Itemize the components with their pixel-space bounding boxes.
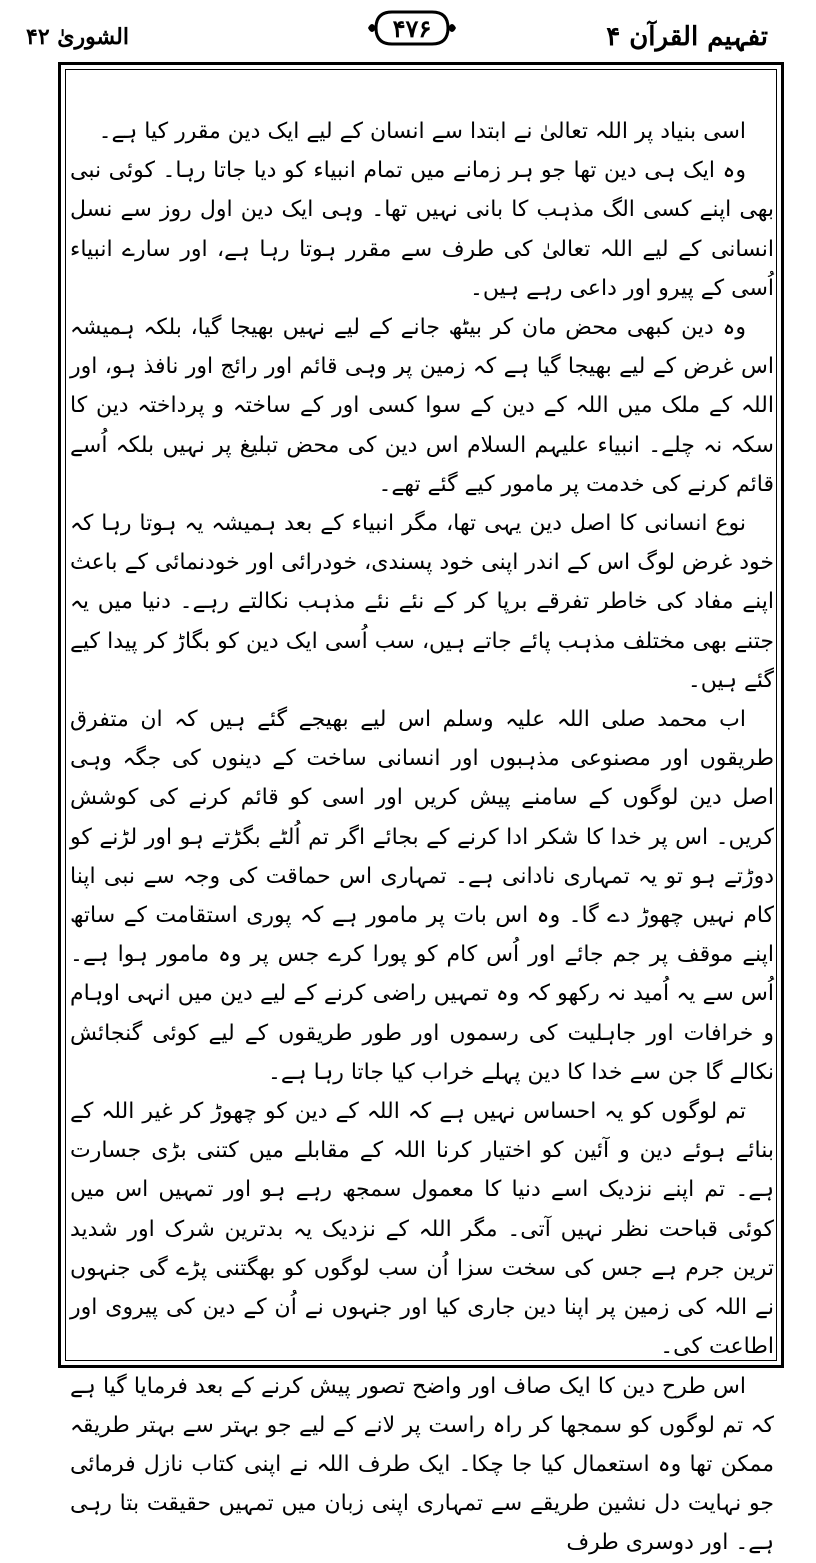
paragraph: اس طرح دین کا ایک صاف اور واضح تصور پیش کرنے کے بعد فرمایا گیا ہے کہ تم لوگوں کو سمجھا کر راہ راست پر لانے کے لیے جو بہتر سے بہتر طریقہ ممکن تھا وہ استعمال کیا جا چکا۔ ایک طرف اللہ نے اپنی کتاب نازل فرمائی جو نہایت دل نشین طریقے سے تمہاری اپنی زبان میں تمہیں حقیقت بتا رہی ہے۔ اور دوسری طرف bbox=[70, 1373, 774, 1556]
page-number-badge bbox=[366, 6, 458, 50]
paragraph: وہ دین کبھی محض مان کر بیٹھ جانے کے لیے نہیں بھیجا گیا، بلکہ ہمیشہ اس غرض کے لیے بھیجا گیا ہے کہ زمین پر وہی قائم اور رائج اور نافذ ہو، اور اللہ کے ملک میں اللہ کے دین کے سوا کسی اور کے ساختہ و پرداختہ دین کا سکہ نہ چلے۔ انبیاء علیہم السلام اس دین کی محض تبلیغ پر نہیں بلکہ اُسے قائم کرنے کی خدمت پر مامور کیے گئے تھے۔ bbox=[70, 315, 774, 497]
paragraph: نوع انسانی کا اصل دین یہی تھا، مگر انبیاء کے بعد ہمیشہ یہ ہوتا رہا کہ خود غرض لوگ اس کے اندر اپنی خود پسندی، خودرائی اور خودنمائی کے باعث اپنے مفاد کی خاطر تفرقے برپا کر کے نئے نئے مذہب نکالتے رہے۔ دنیا میں یہ جتنے بھی مختلف مذہب پائے جاتے ہیں، سب اُسی ایک دین کو بگاڑ کر پیدا کیے گئے ہیں۔ bbox=[70, 511, 774, 693]
page-header bbox=[0, 0, 816, 60]
book-title: تفہیم القرآن ۴ bbox=[606, 22, 768, 52]
paragraph: اسی بنیاد پر اللہ تعالیٰ نے ابتدا سے انسان کے لیے ایک دین مقرر کیا ہے۔ bbox=[98, 119, 746, 144]
surah-reference: الشوریٰ ۴۲ bbox=[26, 24, 129, 50]
page-number: ۴۷۶ bbox=[392, 13, 432, 43]
paragraph: تم لوگوں کو یہ احساس نہیں ہے کہ اللہ کے دین کو چھوڑ کر غیر اللہ کے بنائے ہوئے دین و آئین کو اختیار کرنا اللہ کے مقابلے میں کتنی بڑی جسارت ہے۔ تم اپنے نزدیک اسے دنیا کا معمول سمجھ رہے ہو اور تمہیں اس میں کوئی قباحت نظر نہیں آتی۔ مگر اللہ کے نزدیک یہ بدترین شرک اور شدید ترین جرم ہے جس کی سخت سزا اُن سب لوگوں کو بھگتنی پڑے گی جنہوں نے اللہ کی زمین پر اپنا دین جاری کیا اور جنہوں نے اُن کے دین کی پیروی اور اطاعت کی۔ bbox=[70, 1099, 774, 1360]
paragraph: اب محمد صلی اللہ علیہ وسلم اس لیے بھیجے گئے ہیں کہ ان متفرق طریقوں اور مصنوعی مذہبوں اور انسانی ساخت کے دینوں کی جگہ وہی اصل دین لوگوں کے سامنے پیش کریں اور اسی کو قائم کرنے کی کوشش کریں۔ اس پر خدا کا شکر ادا کرنے کے بجائے اگر تم اُلٹے بگڑتے ہو اور لڑنے کو دوڑتے ہو تو یہ تمہاری نادانی ہے۔ تمہاری اس حماقت کی وجہ سے نبی اپنا کام نہیں چھوڑ دے گا۔ وہ اس بات پر مامور ہے کہ پوری استقامت کے ساتھ اپنے موقف پر جم جائے اور اُس کام کو پورا کرے جس پر وہ مامور ہوا ہے۔ اُس سے یہ اُمید نہ رکھو کہ وہ تمہیں راضی کرنے کے لیے دین میں انہی اوہام و خرافات اور جاہلیت کی رسموں اور طور طریقوں کے لیے کوئی گنجائش نکالے گا جن سے خدا کا دین پہلے خراب کیا جاتا رہا ہے۔ bbox=[70, 707, 774, 1085]
body-text bbox=[70, 112, 774, 1556]
paragraph: وہ ایک ہی دین تھا جو ہر زمانے میں تمام انبیاء کو دیا جاتا رہا۔ کوئی نبی بھی اپنے کسی الگ مذہب کا بانی نہیں تھا۔ وہی ایک دین اول روز سے نسل انسانی کے لیے اللہ تعالیٰ کی طرف سے مقرر ہوتا رہا ہے، اور سارے انبیاء اُسی کے پیرو اور داعی رہے ہیں۔ bbox=[70, 158, 774, 301]
